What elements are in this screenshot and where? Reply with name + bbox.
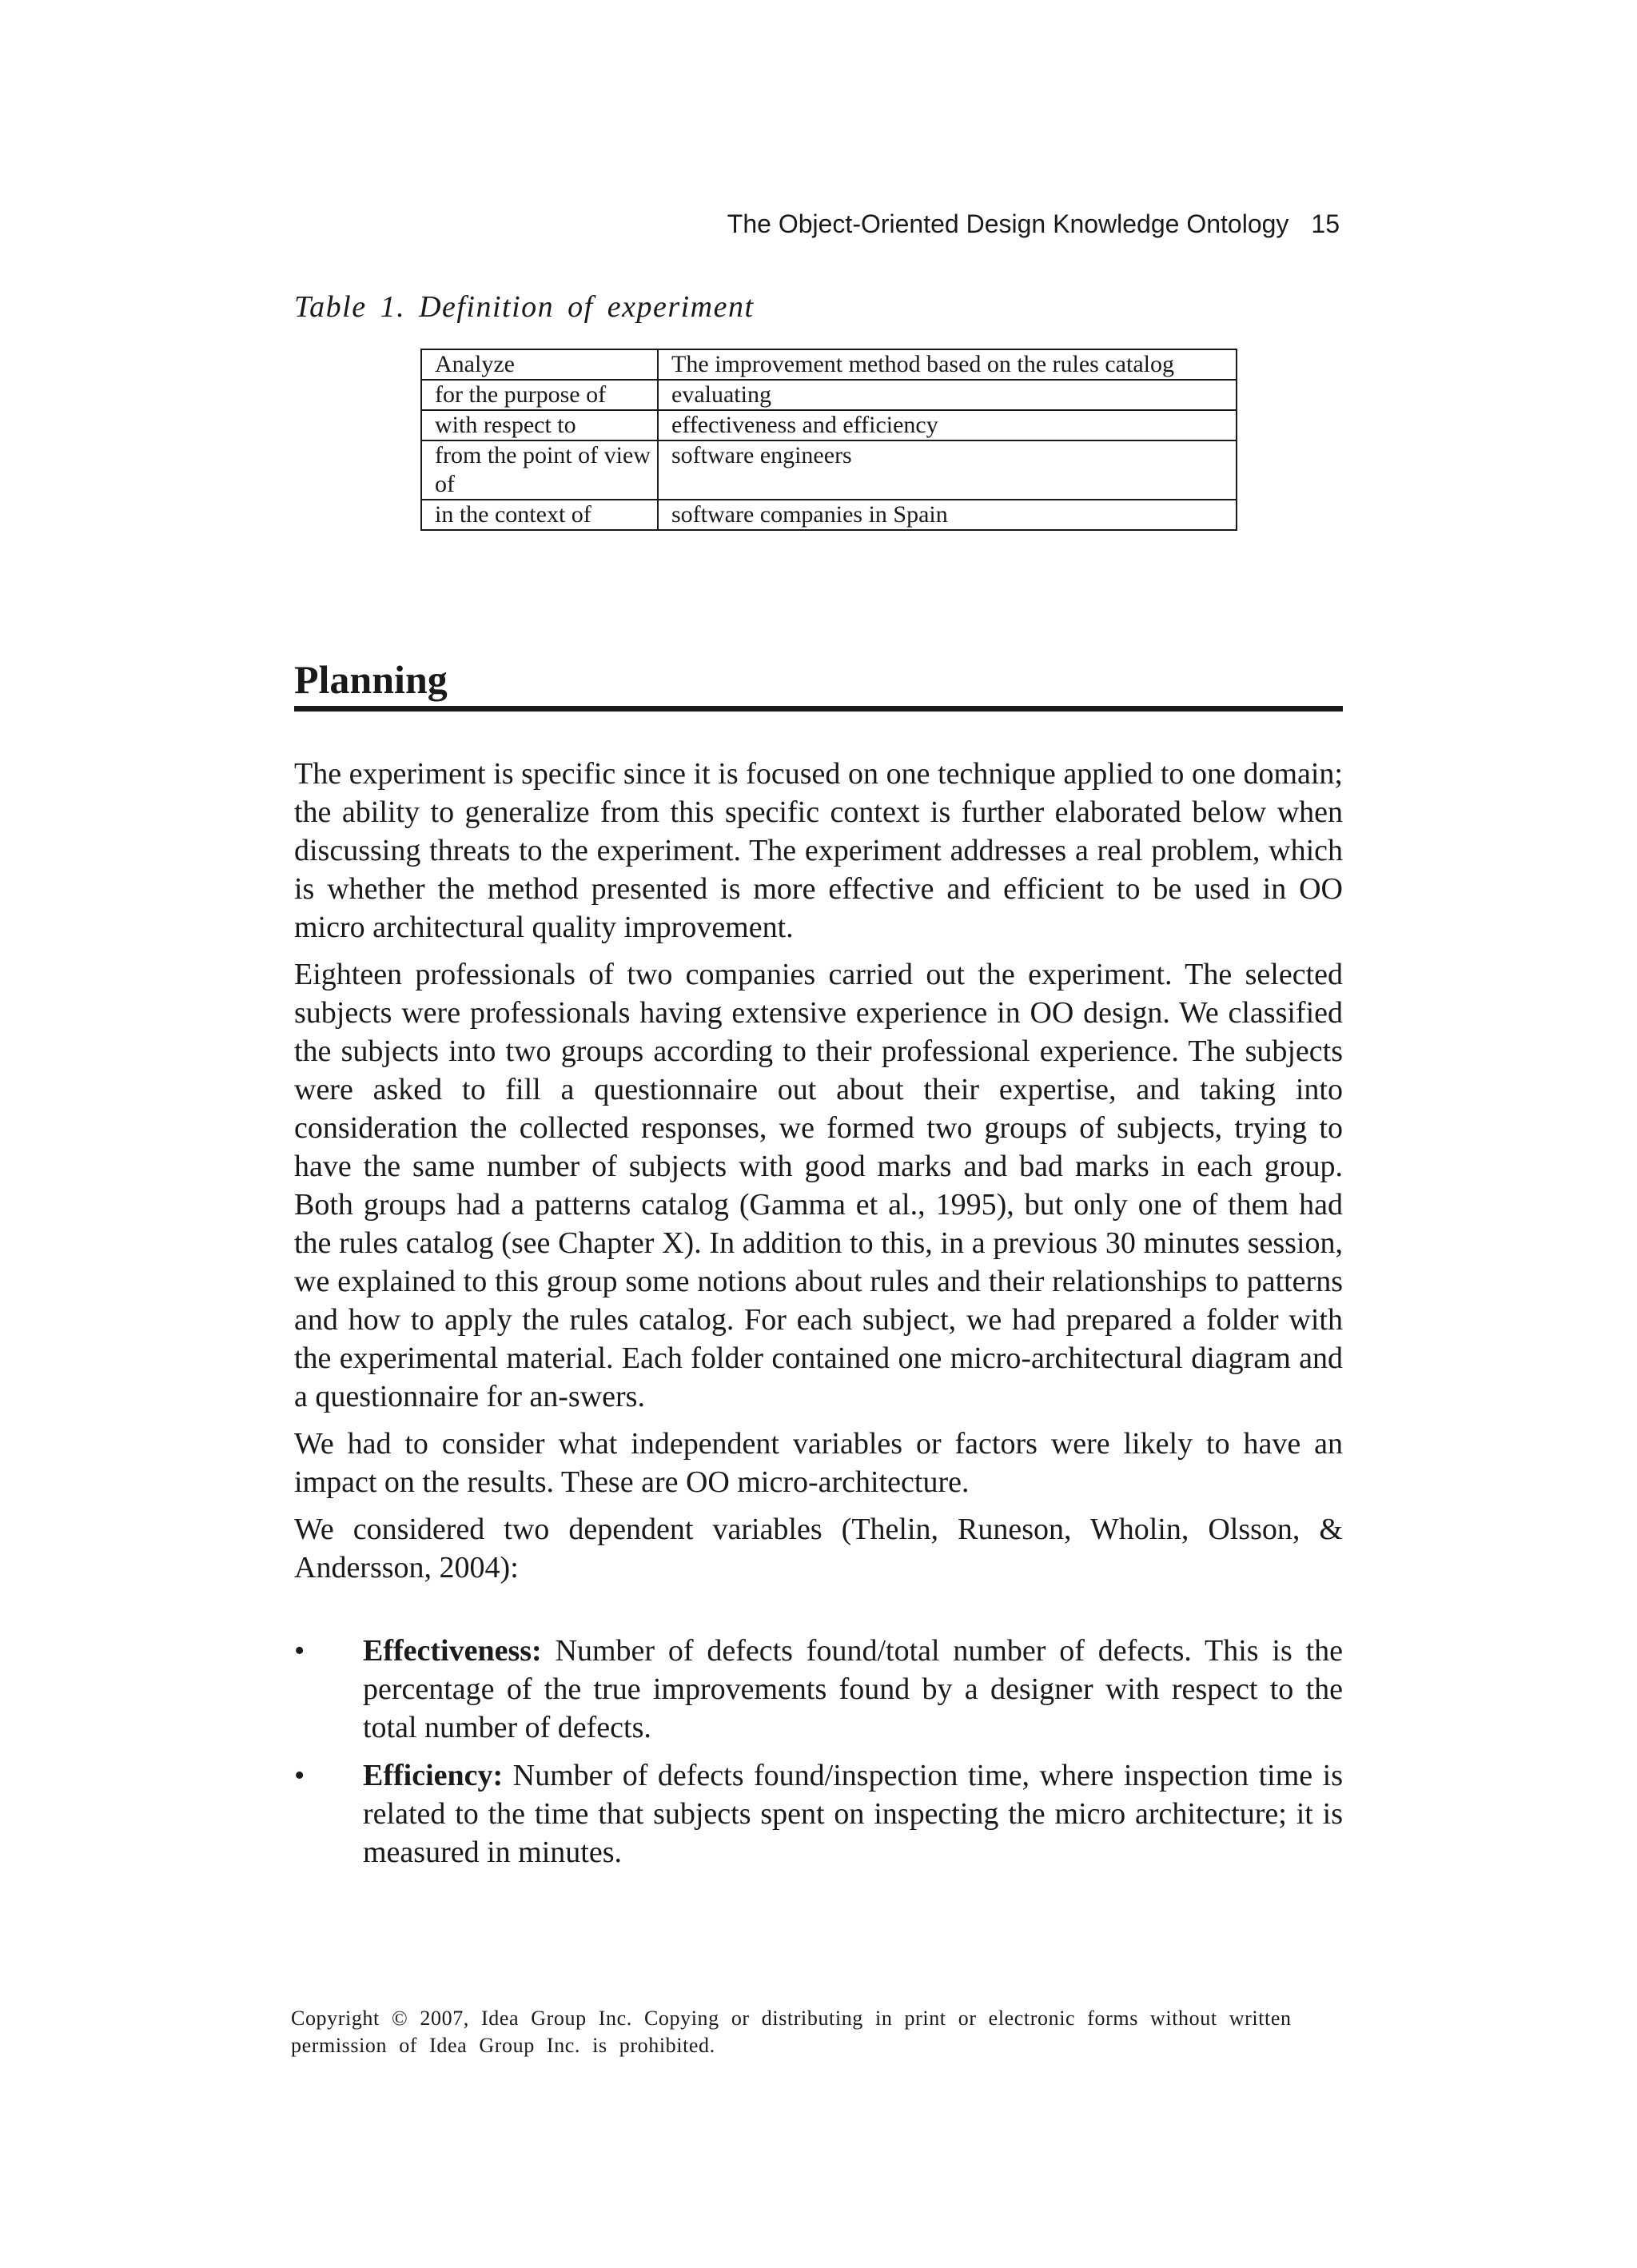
table-caption: Table 1. Definition of experiment: [294, 290, 755, 324]
section-title: Planning: [294, 657, 448, 702]
list-item: [294, 1632, 1343, 1747]
list-item-text: Number of defects found/inspection time, where inspection time is related to the time that subjects spent on inspecting the micro architecture; it is measured in minutes.: [363, 1759, 1343, 1869]
running-header: [727, 209, 1340, 239]
table-cell-value: The improvement method based on the rules catalog: [658, 349, 1237, 380]
page-number: 15: [1311, 209, 1340, 238]
table-cell-key: in the context of: [421, 500, 658, 530]
dependent-variables-list: [294, 1632, 1343, 1871]
table-row: [421, 440, 1237, 500]
body-text: [294, 755, 1343, 1881]
paragraph: Eighteen professionals of two companies carried out the experiment. The selected subjects were professionals having extensive experience in OO design. We classified the subjects into two groups according to their professional experience. The subjects were asked to fill a questionnaire out about their expertise, and taking into consideration the collected responses, we formed two groups of subjects, trying to have the same number of subjects with good marks and bad marks in each group. Both groups had a patterns catalog (Gamma et al., 1995), but only one of them had the rules catalog (see Chapter X). In addition to this, in a previous 30 minutes session, we explained to this group some notions about rules and their relationships to patterns and how to apply the rules catalog. For each subject, we had prepared a folder with the experimental material. Each folder contained one micro-architectural diagram and a questionnaire for an-swers.: [294, 958, 1343, 1413]
list-item-term: Effectiveness:: [363, 1634, 542, 1668]
table-cell-value: software companies in Spain: [658, 500, 1237, 530]
table-row: [421, 380, 1237, 410]
copyright-notice: Copyright © 2007, Idea Group Inc. Copying or distributing in print or electronic forms without written permission of Idea Group Inc. is prohibited.: [291, 2007, 1292, 2057]
section-divider: [294, 706, 1343, 711]
table-row: [421, 500, 1237, 530]
list-item-term: Efficiency:: [363, 1759, 504, 1792]
table-row: [421, 349, 1237, 380]
paragraph: We had to consider what independent variables or factors were likely to have an impact on the results. These are OO micro-architecture.: [294, 1427, 1343, 1499]
table-cell-key: Analyze: [421, 349, 658, 380]
table-cell-key: for the purpose of: [421, 380, 658, 410]
bullet-icon: •: [294, 1759, 305, 1792]
table-cell-key: from the point of view of: [421, 440, 658, 500]
table-cell-value: software engineers: [658, 440, 1237, 500]
table-cell-value: evaluating: [658, 380, 1237, 410]
running-title: The Object-Oriented Design Knowledge Ontology: [727, 209, 1289, 238]
list-item: [294, 1756, 1343, 1871]
bullet-icon: •: [294, 1634, 305, 1668]
definition-table: [420, 349, 1237, 531]
table-cell-value: effectiveness and efficiency: [658, 410, 1237, 440]
table-cell-key: with respect to: [421, 410, 658, 440]
paragraph: We considered two dependent variables (Thelin, Runeson, Wholin, Olsson, & Andersson, 2004):: [294, 1513, 1343, 1584]
list-item-text: Number of defects found/total number of defects. This is the percentage of the true improvements found by a designer with respect to the total number of defects.: [363, 1634, 1343, 1744]
table-row: [421, 410, 1237, 440]
paragraph: The experiment is specific since it is focused on one technique applied to one domain; the ability to generalize from this specific context is further elaborated below when discussing threats to the experiment. The experiment addresses a real problem, which is whether the method presented is more effective and efficient to be used in OO micro architectural quality improvement.: [294, 757, 1343, 944]
